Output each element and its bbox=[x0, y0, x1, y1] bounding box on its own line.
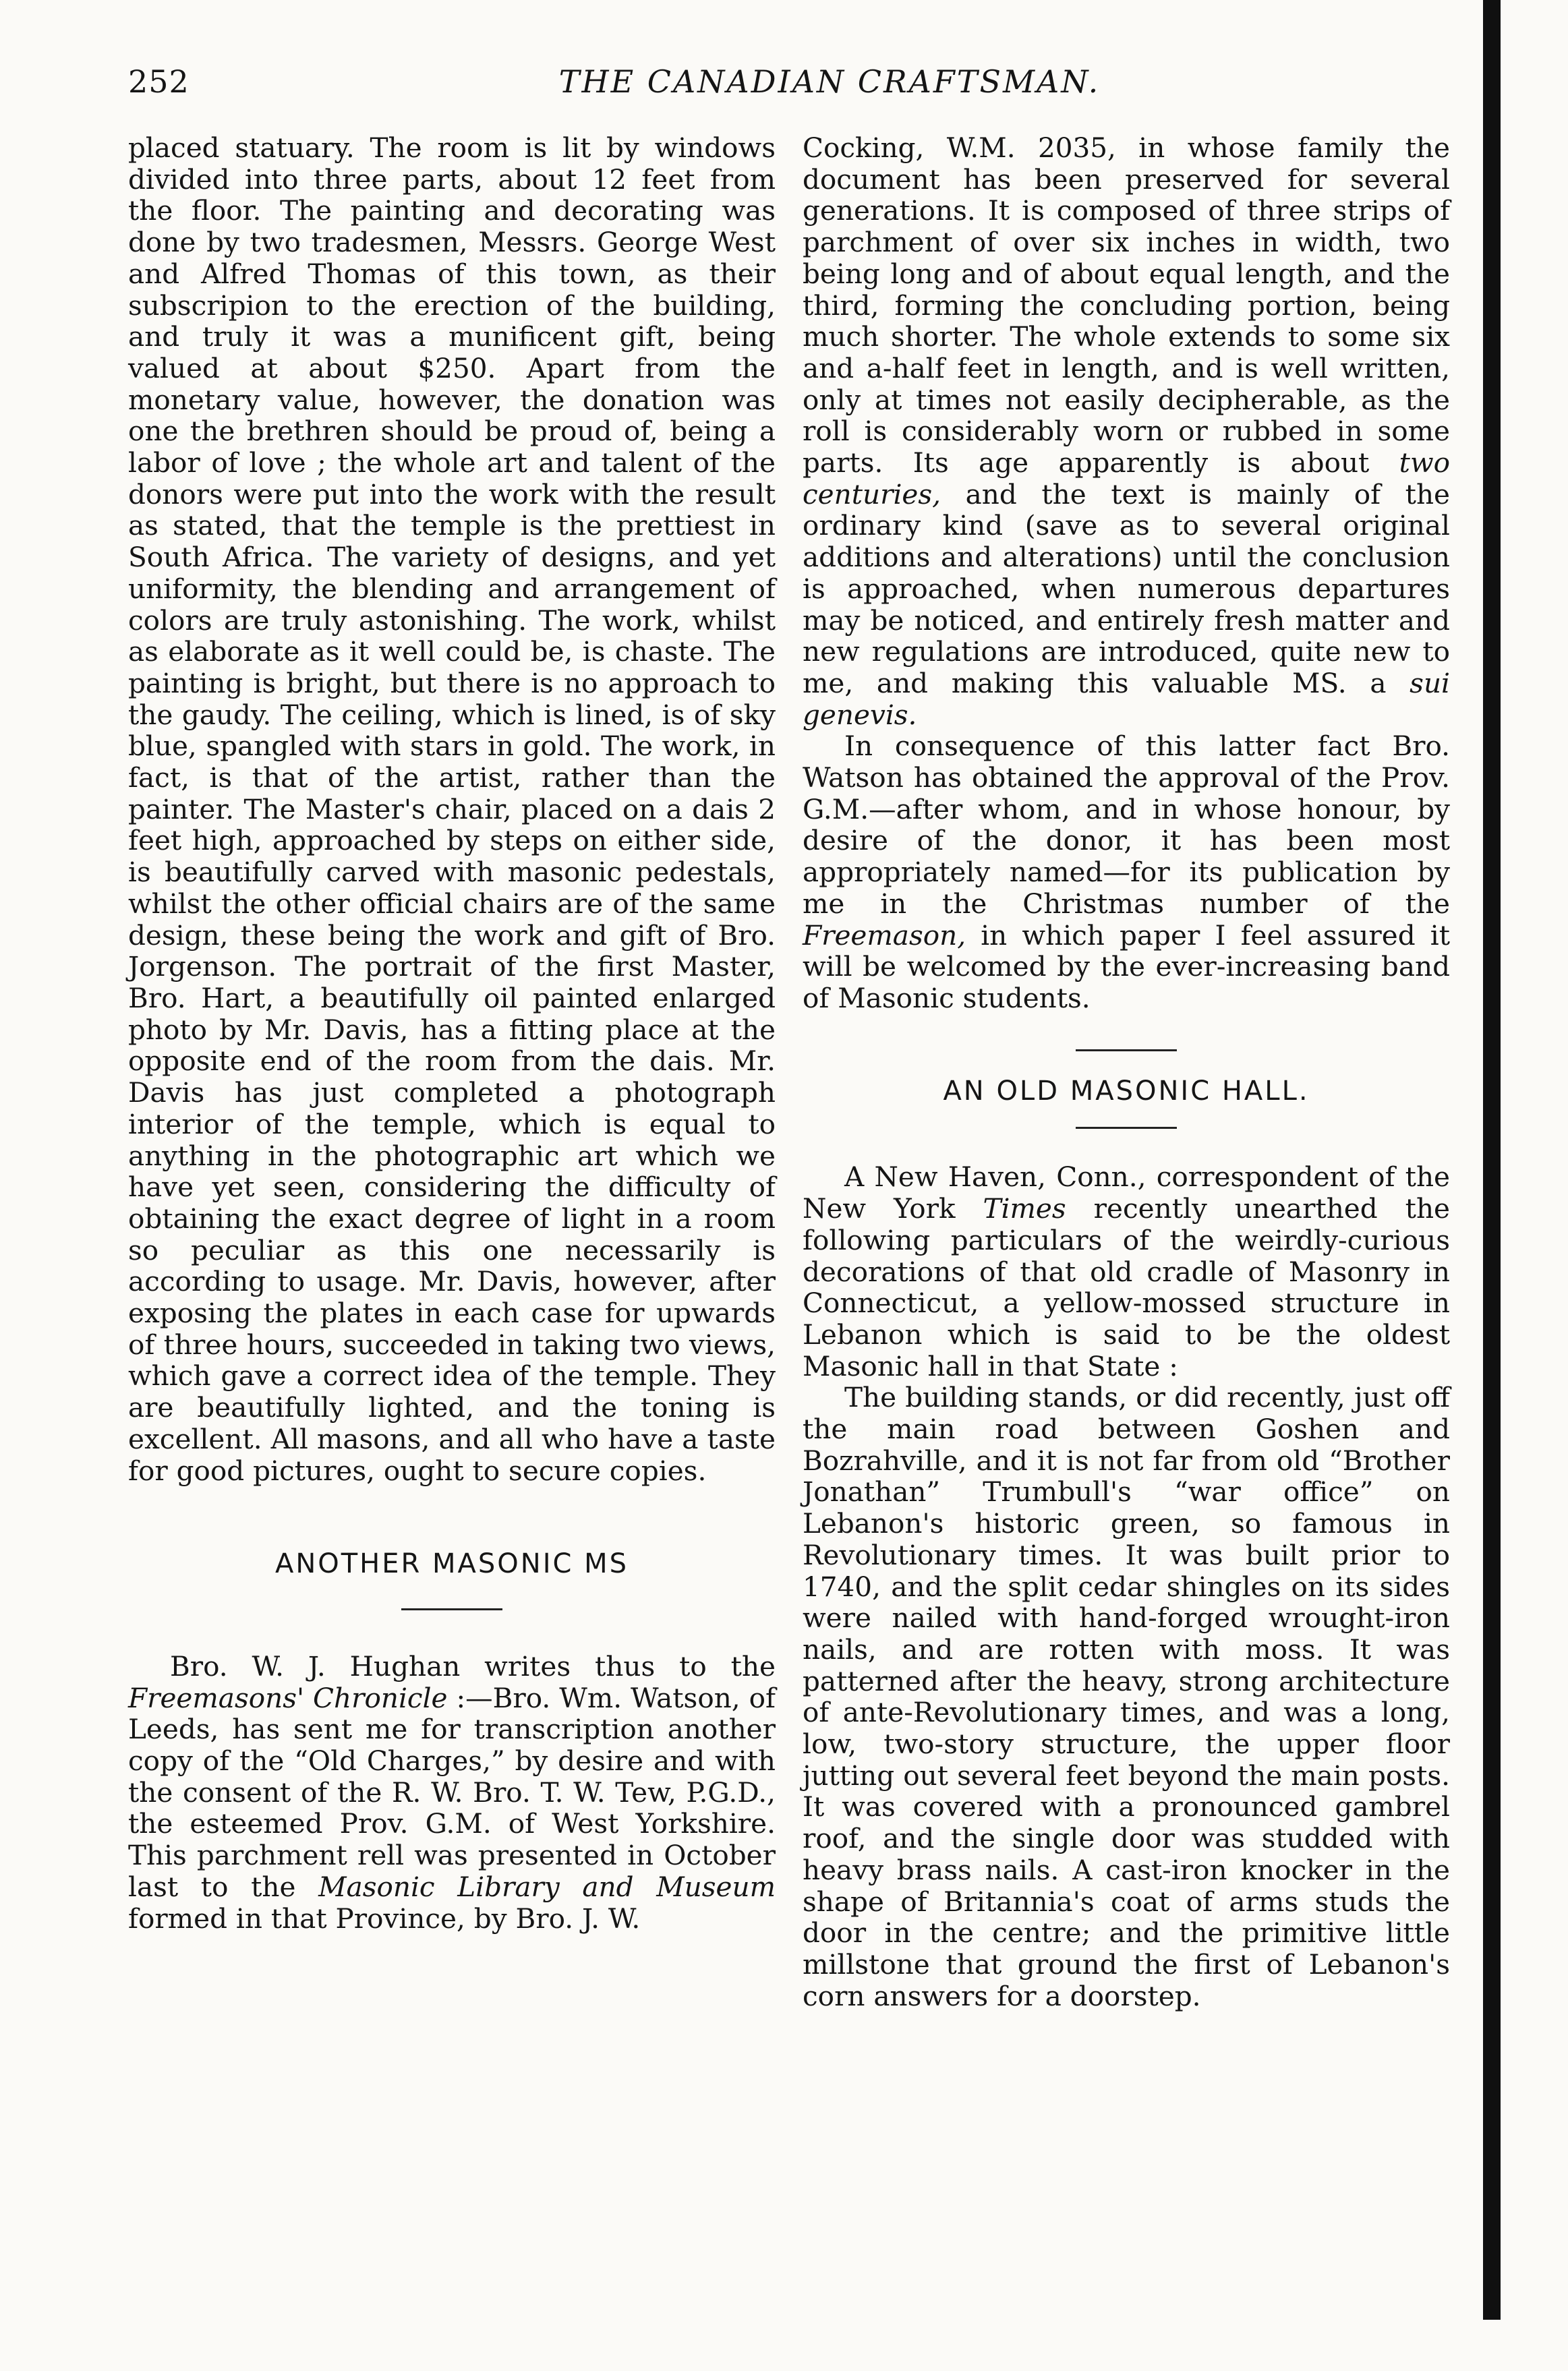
new-haven-intro-paragraph: A New Haven, Conn., correspondent of the New York Times recently unearthed the following particulars of the weirdly-curious decorations of that old cradle of Masonry in Connecticut, a yellow-mossed structure in Lebanon which is said to be the oldest Masonic hall in that State : bbox=[803, 1161, 1451, 1382]
page-number: 252 bbox=[128, 63, 190, 100]
section-heading-another-masonic-ms: ANOTHER MASONIC MS bbox=[274, 1548, 629, 1580]
publication-paragraph: In consequence of this latter fact Bro. Watson has obtained the approval of the Prov. G.M.—after whom, and in whose honour, by desire of the donor, it has been most appropriately named—for its publication by me in the Christmas number of the Freemason, in which paper I feel assured it will be welcomed by the ever-increasing band of Masonic students. bbox=[803, 730, 1450, 1014]
section-heading-block bbox=[803, 1049, 1450, 1130]
section-rule-bottom bbox=[1076, 1127, 1177, 1129]
left-column bbox=[128, 132, 776, 1934]
italic-publication-title: Freemasons' Chronicle bbox=[128, 1681, 448, 1714]
running-title: THE CANADIAN CRAFTSMAN. bbox=[558, 63, 1101, 100]
section-heading-block bbox=[128, 1548, 776, 1610]
italic-publication-title: Times bbox=[983, 1192, 1066, 1225]
page-binding-edge bbox=[1483, 0, 1501, 2320]
right-column bbox=[803, 132, 1450, 2012]
building-description-paragraph: The building stands, or did recently, just off the main road between Goshen and Bozrahville, and it is not far from old “Brother Jonathan” Trumbull's “war office” on Lebanon's historic green, so famous in Revolutionary times. It was built prior to 1740, and the split cedar shingles on its sides were nailed with hand-forged wrought-iron nails, and are rotten with moss. It was patterned after the heavy, strong architecture of ante-Revolutionary times, and was a long, low, two-story structure, the upper floor jutting out several feet beyond the main posts. It was covered with a pronounced gambrel roof, and the single door was studded with heavy brass nails. A cast-iron knocker in the shape of Britannia's coat of arms studs the door in the centre; and the primitive little millstone that ground the first of Lebanon's corn answers for a doorstep. bbox=[803, 1381, 1450, 2012]
italic-phrase: two centuries, bbox=[803, 446, 1450, 510]
hughan-letter-paragraph: Bro. W. J. Hughan writes thus to the Freemasons' Chronicle :—Bro. Wm. Watson, of Leeds, has sent me for transcription another copy of the “Old Charges,” by desire and with the consent of the R. W. Bro. T. W. Tew, P.G.D., the esteemed Prov. G.M. of West Yorkshire. This parchment rell was presented in October last to the Masonic Library and Museum formed in that Province, by Bro. J. W. bbox=[128, 1649, 776, 1935]
section-rule bbox=[401, 1608, 502, 1610]
page-header bbox=[128, 63, 1450, 117]
italic-phrase: sui genevis. bbox=[803, 666, 1450, 731]
article-continuation-paragraph: placed statuary. The room is lit by windows divided into three parts, about 12 feet from the floor. The painting and decorating was done by two tradesmen, Messrs. George West and Alfred Thomas of this town, as their subscripion to the erection of the building, and truly it was a munificent gift, being valued at about $250. Apart from the monetary value, however, the donation was one the brethren should be proud of, being a labor of love ; the whole art and talent of the donors were put into the work with the result as stated, that the temple is the prettiest in South Africa. The variety of designs, and yet uniformity, the blending and arrangement of colors are truly astonishing. The work, whilst as elaborate as it well could be, is chaste. The painting is bright, but there is no approach to the gaudy. The ceiling, which is lined, is of sky blue, spangled with stars in gold. The work, in fact, is that of the artist, rather than the painter. The Master's chair, placed on a dais 2 feet high, approached by steps on either side, is beautifully carved with masonic pedestals, whilst the other official chairs are of the same design, these being the work and gift of Bro. Jorgenson. The portrait of the first Master, Bro. Hart, a beautifully oil painted enlarged photo by Mr. Davis, has a fitting place at the opposite end of the room from the dais. Mr. Davis has just completed a photograph interior of the temple, which is equal to anything in the photographic art which we have yet seen, considering the difficulty of obtaining the exact degree of light in a room so peculiar as this one necessarily is according to usage. Mr. Davis, however, after exposing the plates in each case for upwards of three hours, succeeded in taking two views, which gave a correct idea of the temple. They are beautifully lighted, and the toning is excellent. All masons, and all who have a taste for good pictures, ought to secure copies. bbox=[128, 131, 776, 1487]
italic-publication-title: Freemason, bbox=[803, 918, 966, 952]
italic-library-name: Masonic Library and Museum bbox=[318, 1870, 776, 1903]
section-rule-top bbox=[1076, 1049, 1177, 1051]
manuscript-description-paragraph: Cocking, W.M. 2035, in whose family the document has been preserved for several generations. It is composed of three strips of parchment of over six inches in width, two being long and of about equal length, and the third, forming the concluding portion, being much shorter. The whole extends to some six and a-half feet in length, and is well written, only at times not easily decipherable, as the roll is considerably worn or rubbed in some parts. Its age apparently is about two centuries, and the text is mainly of the ordinary kind (save as to several original additions and alterations) until the conclusion is approached, when numerous departures may be noticed, and entirely fresh matter and new regulations are introduced, quite new to me, and making this valuable MS. a sui genevis. bbox=[803, 131, 1450, 731]
section-heading-old-masonic-hall: AN OLD MASONIC HALL. bbox=[943, 1075, 1310, 1107]
